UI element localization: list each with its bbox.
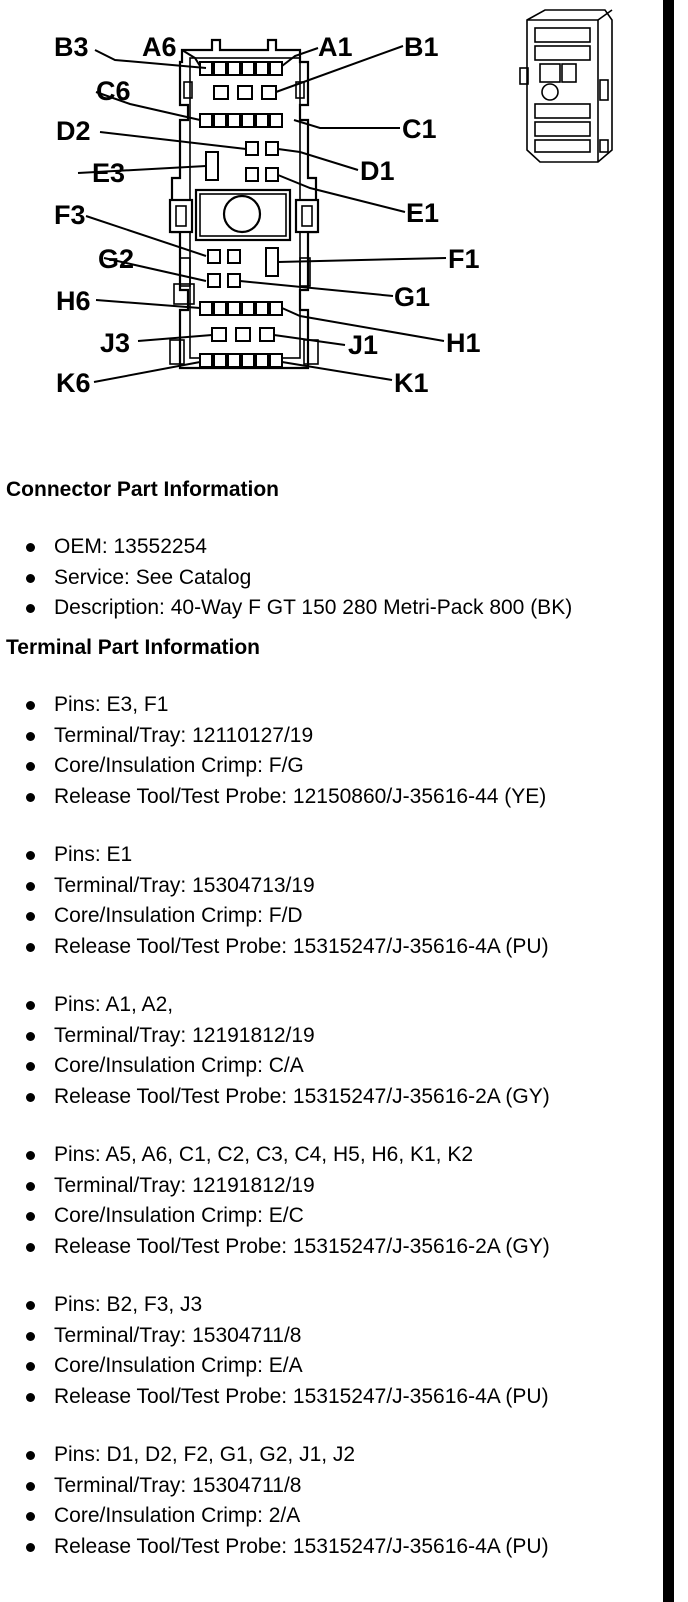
terminal-group-1	[0, 690, 546, 812]
connector-part-info-list	[0, 532, 572, 624]
list-item: Pins: B2, F3, J3	[0, 1290, 549, 1321]
list-item: Terminal/Tray: 15304711/8	[0, 1471, 549, 1502]
connector-thumbnail-image	[520, 10, 612, 162]
pin-label-H6: H6	[56, 286, 91, 316]
pin-label-B1: B1	[404, 32, 439, 62]
list-item: Core/Insulation Crimp: C/A	[0, 1051, 550, 1082]
list-item: Release Tool/Test Probe: 15315247/J-35616-2A (GY)	[0, 1232, 550, 1263]
pin-label-D2: D2	[56, 116, 91, 146]
list-item: Pins: A5, A6, C1, C2, C3, C4, H5, H6, K1, K2	[0, 1140, 550, 1171]
connector-face-diagram	[0, 0, 660, 420]
list-item: Release Tool/Test Probe: 12150860/J-35616-44 (YE)	[0, 782, 546, 813]
pin-label-G1: G1	[394, 282, 431, 312]
list-item: Description: 40-Way F GT 150 280 Metri-Pack 800 (BK)	[0, 593, 572, 624]
pin-label-F1: F1	[448, 244, 480, 274]
terminal-group-6	[0, 1440, 549, 1562]
pin-label-K6: K6	[56, 368, 91, 398]
list-item: Terminal/Tray: 12110127/19	[0, 721, 546, 752]
list-item: Terminal/Tray: 12191812/19	[0, 1171, 550, 1202]
list-item: Core/Insulation Crimp: F/D	[0, 901, 549, 932]
list-item: Terminal/Tray: 12191812/19	[0, 1021, 550, 1052]
pin-label-K1: K1	[394, 368, 429, 398]
list-item: Pins: E1	[0, 840, 549, 871]
list-item: Pins: D1, D2, F2, G1, G2, J1, J2	[0, 1440, 549, 1471]
list-item: Core/Insulation Crimp: F/G	[0, 751, 546, 782]
pin-label-C6: C6	[96, 76, 131, 106]
list-item: Terminal/Tray: 15304711/8	[0, 1321, 549, 1352]
connector-part-info-heading: Connector Part Information	[6, 478, 280, 501]
pin-label-C1: C1	[402, 114, 437, 144]
list-item: Core/Insulation Crimp: 2/A	[0, 1501, 549, 1532]
list-item: Core/Insulation Crimp: E/C	[0, 1201, 550, 1232]
pin-label-B3: B3	[54, 32, 89, 62]
list-item: Core/Insulation Crimp: E/A	[0, 1351, 549, 1382]
terminal-group-3	[0, 990, 550, 1112]
pin-label-E3: E3	[92, 158, 126, 188]
pin-label-A6: A6	[142, 32, 177, 62]
terminal-group-4	[0, 1140, 550, 1262]
pin-label-D1: D1	[360, 156, 395, 186]
list-item: Release Tool/Test Probe: 15315247/J-35616-4A (PU)	[0, 1382, 549, 1413]
list-item: Release Tool/Test Probe: 15315247/J-35616-4A (PU)	[0, 1532, 549, 1563]
pin-label-F3: F3	[54, 200, 86, 230]
list-item: Release Tool/Test Probe: 15315247/J-35616-4A (PU)	[0, 932, 549, 963]
list-item: Pins: E3, F1	[0, 690, 546, 721]
list-item: Release Tool/Test Probe: 15315247/J-35616-2A (GY)	[0, 1082, 550, 1113]
pin-label-G2: G2	[98, 244, 135, 274]
pin-label-E1: E1	[406, 198, 440, 228]
page-border-rule	[663, 0, 674, 1602]
terminal-group-2	[0, 840, 549, 962]
list-item: Terminal/Tray: 15304713/19	[0, 871, 549, 902]
list-item: Pins: A1, A2,	[0, 990, 550, 1021]
list-item: Service: See Catalog	[0, 563, 572, 594]
pin-label-H1: H1	[446, 328, 481, 358]
terminal-group-5	[0, 1290, 549, 1412]
pin-label-J3: J3	[100, 328, 131, 358]
pin-label-J1: J1	[348, 330, 379, 360]
list-item: OEM: 13552254	[0, 532, 572, 563]
terminal-part-info-heading: Terminal Part Information	[6, 636, 260, 659]
pin-label-A1: A1	[318, 32, 353, 62]
